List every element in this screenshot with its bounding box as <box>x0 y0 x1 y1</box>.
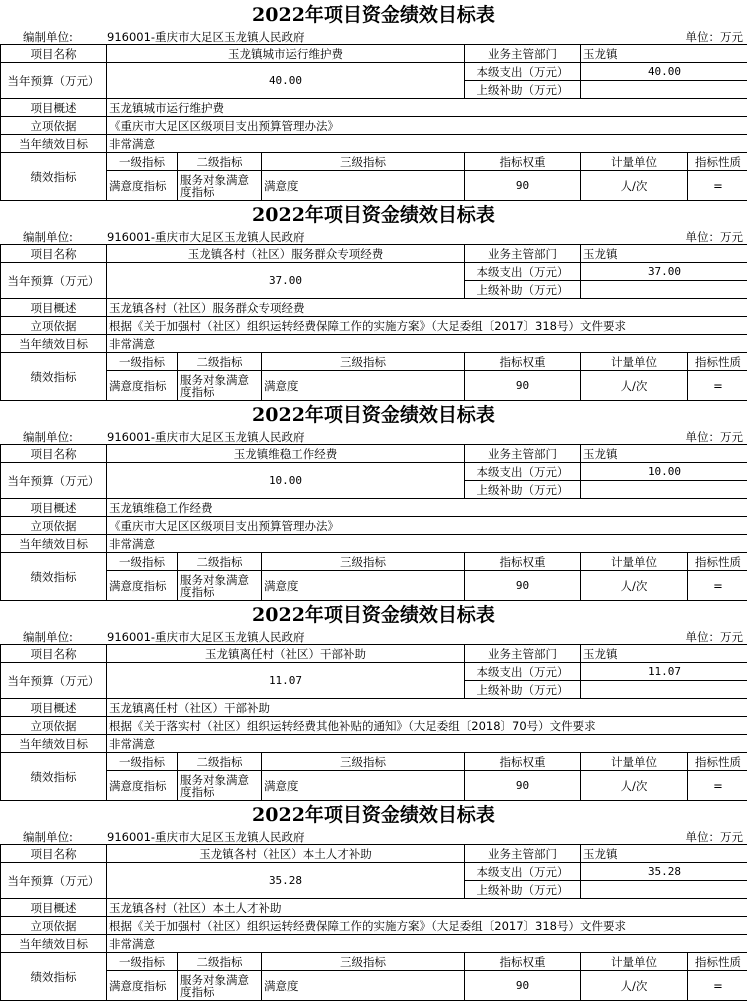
budget-value: 37.00 <box>107 263 465 299</box>
goal-header: 当年绩效目标 <box>1 535 107 553</box>
level1-header: 一级指标 <box>107 153 178 171</box>
budget-header: 当年预算（万元） <box>1 263 107 299</box>
overview-header: 项目概述 <box>1 899 107 917</box>
table-row <box>1 663 747 681</box>
performance-sheet-3 <box>0 400 747 600</box>
level3-value: 满意度 <box>262 771 465 801</box>
self-spend-header: 本级支出（万元） <box>465 63 581 81</box>
project-name-header: 项目名称 <box>1 245 107 263</box>
measure-unit-value: 人/次 <box>581 371 688 401</box>
goal-value: 非常满意 <box>107 935 747 953</box>
overview-value: 玉龙镇各村（社区）服务群众专项经费 <box>107 299 747 317</box>
level1-header: 一级指标 <box>107 953 178 971</box>
level3-header: 三级指标 <box>262 153 465 171</box>
goal-value: 非常满意 <box>107 135 747 153</box>
org-label: 编制单位: <box>23 830 73 844</box>
org-label: 编制单位: <box>23 630 73 644</box>
performance-sheet-4 <box>0 600 747 800</box>
target-table <box>0 444 747 601</box>
basis-header: 立项依据 <box>1 917 107 935</box>
dept-header: 业务主管部门 <box>465 845 581 863</box>
goal-header: 当年绩效目标 <box>1 935 107 953</box>
dept-header: 业务主管部门 <box>465 245 581 263</box>
project-name-header: 项目名称 <box>1 645 107 663</box>
level2-header: 二级指标 <box>178 553 262 571</box>
self-spend-value: 10.00 <box>581 463 747 481</box>
sheet-title: 2022年项目资金绩效目标表 <box>252 404 495 426</box>
org-label: 编制单位: <box>23 30 73 44</box>
level2-header: 二级指标 <box>178 353 262 371</box>
table-row <box>1 45 747 63</box>
nature-value: = <box>688 171 747 201</box>
budget-header: 当年预算（万元） <box>1 463 107 499</box>
budget-header: 当年预算（万元） <box>1 863 107 899</box>
goal-header: 当年绩效目标 <box>1 135 107 153</box>
measure-unit-header: 计量单位 <box>581 353 688 371</box>
table-row <box>1 335 747 353</box>
project-name-header: 项目名称 <box>1 45 107 63</box>
nature-header: 指标性质 <box>688 353 747 371</box>
project-name-value: 玉龙镇城市运行维护费 <box>107 45 465 63</box>
basis-header: 立项依据 <box>1 117 107 135</box>
goal-value: 非常满意 <box>107 335 747 353</box>
dept-value: 玉龙镇 <box>581 445 747 463</box>
unit-text: 单位：万元 <box>685 630 743 644</box>
upper-subsidy-value <box>581 281 747 299</box>
table-row <box>1 171 747 201</box>
table-row <box>1 463 747 481</box>
level1-value: 满意度指标 <box>107 971 178 1001</box>
performance-sheet-2 <box>0 200 747 400</box>
performance-sheet-5 <box>0 800 747 1000</box>
table-row <box>1 535 747 553</box>
perf-indicator-header: 绩效指标 <box>1 153 107 201</box>
org-value: 916001-重庆市大足区玉龙镇人民政府 <box>107 630 305 644</box>
org-value: 916001-重庆市大足区玉龙镇人民政府 <box>107 30 305 44</box>
budget-value: 10.00 <box>107 463 465 499</box>
target-table <box>0 644 747 801</box>
dept-value: 玉龙镇 <box>581 45 747 63</box>
overview-header: 项目概述 <box>1 299 107 317</box>
project-name-value: 玉龙镇维稳工作经费 <box>107 445 465 463</box>
table-row <box>1 899 747 917</box>
budget-header: 当年预算（万元） <box>1 663 107 699</box>
org-label: 编制单位: <box>23 230 73 244</box>
project-name-header: 项目名称 <box>1 445 107 463</box>
basis-header: 立项依据 <box>1 717 107 735</box>
goal-header: 当年绩效目标 <box>1 735 107 753</box>
level3-value: 满意度 <box>262 371 465 401</box>
level3-value: 满意度 <box>262 571 465 601</box>
level1-header: 一级指标 <box>107 553 178 571</box>
measure-unit-value: 人/次 <box>581 771 688 801</box>
level2-header: 二级指标 <box>178 953 262 971</box>
target-table <box>0 844 747 1001</box>
weight-value: 90 <box>465 971 581 1001</box>
performance-sheet-1 <box>0 0 747 200</box>
measure-unit-value: 人/次 <box>581 171 688 201</box>
table-row <box>1 845 747 863</box>
upper-subsidy-header: 上级补助（万元） <box>465 481 581 499</box>
nature-header: 指标性质 <box>688 953 747 971</box>
basis-value: 根据《关于加强村（社区）组织运转经费保障工作的实施方案》（大足委组〔2017〕318号）文件要求 <box>107 317 747 335</box>
upper-subsidy-value <box>581 681 747 699</box>
level2-value: 服务对象满意度指标 <box>178 971 262 1001</box>
basis-header: 立项依据 <box>1 517 107 535</box>
table-row <box>1 371 747 401</box>
unit-text: 单位：万元 <box>685 30 743 44</box>
table-row <box>1 117 747 135</box>
measure-unit-value: 人/次 <box>581 571 688 601</box>
perf-indicator-header: 绩效指标 <box>1 353 107 401</box>
level2-value: 服务对象满意度指标 <box>178 571 262 601</box>
table-row <box>1 553 747 571</box>
level2-value: 服务对象满意度指标 <box>178 771 262 801</box>
upper-subsidy-value <box>581 81 747 99</box>
basis-value: 根据《关于落实村（社区）组织运转经费其他补贴的通知》（大足委组〔2018〕70号）文件要求 <box>107 717 747 735</box>
table-row <box>1 299 747 317</box>
table-row <box>1 571 747 601</box>
level1-value: 满意度指标 <box>107 571 178 601</box>
table-row <box>1 263 747 281</box>
upper-subsidy-value <box>581 881 747 899</box>
weight-value: 90 <box>465 571 581 601</box>
unit-text: 单位：万元 <box>685 230 743 244</box>
level1-value: 满意度指标 <box>107 771 178 801</box>
overview-header: 项目概述 <box>1 699 107 717</box>
overview-value: 玉龙镇城市运行维护费 <box>107 99 747 117</box>
basis-value: 根据《关于加强村（社区）组织运转经费保障工作的实施方案》（大足委组〔2017〕318号）文件要求 <box>107 917 747 935</box>
upper-subsidy-value <box>581 481 747 499</box>
table-row <box>1 99 747 117</box>
unit-text: 单位：万元 <box>685 830 743 844</box>
org-value: 916001-重庆市大足区玉龙镇人民政府 <box>107 830 305 844</box>
level3-header: 三级指标 <box>262 953 465 971</box>
dept-value: 玉龙镇 <box>581 245 747 263</box>
measure-unit-header: 计量单位 <box>581 953 688 971</box>
nature-header: 指标性质 <box>688 153 747 171</box>
sheet-title: 2022年项目资金绩效目标表 <box>252 604 495 626</box>
overview-value: 玉龙镇离任村（社区）干部补助 <box>107 699 747 717</box>
basis-value: 《重庆市大足区区级项目支出预算管理办法》 <box>107 517 747 535</box>
measure-unit-header: 计量单位 <box>581 553 688 571</box>
level3-header: 三级指标 <box>262 753 465 771</box>
nature-header: 指标性质 <box>688 553 747 571</box>
weight-header: 指标权重 <box>465 953 581 971</box>
level3-value: 满意度 <box>262 971 465 1001</box>
nature-value: = <box>688 771 747 801</box>
upper-subsidy-header: 上级补助（万元） <box>465 81 581 99</box>
nature-value: = <box>688 571 747 601</box>
table-row <box>1 317 747 335</box>
nature-value: = <box>688 371 747 401</box>
table-row <box>1 499 747 517</box>
goal-header: 当年绩效目标 <box>1 335 107 353</box>
table-row <box>1 645 747 663</box>
table-row <box>1 735 747 753</box>
sheet-title: 2022年项目资金绩效目标表 <box>252 4 495 26</box>
weight-header: 指标权重 <box>465 353 581 371</box>
table-row <box>1 699 747 717</box>
self-spend-value: 35.28 <box>581 863 747 881</box>
table-row <box>1 245 747 263</box>
level1-header: 一级指标 <box>107 753 178 771</box>
perf-indicator-header: 绩效指标 <box>1 953 107 1001</box>
dept-header: 业务主管部门 <box>465 645 581 663</box>
overview-header: 项目概述 <box>1 99 107 117</box>
goal-value: 非常满意 <box>107 535 747 553</box>
level2-header: 二级指标 <box>178 753 262 771</box>
table-row <box>1 63 747 81</box>
target-table <box>0 44 747 201</box>
budget-value: 40.00 <box>107 63 465 99</box>
table-row <box>1 771 747 801</box>
level2-header: 二级指标 <box>178 153 262 171</box>
nature-value: = <box>688 971 747 1001</box>
basis-header: 立项依据 <box>1 317 107 335</box>
weight-header: 指标权重 <box>465 553 581 571</box>
org-label: 编制单位: <box>23 430 73 444</box>
weight-value: 90 <box>465 171 581 201</box>
self-spend-value: 40.00 <box>581 63 747 81</box>
level1-header: 一级指标 <box>107 353 178 371</box>
upper-subsidy-header: 上级补助（万元） <box>465 681 581 699</box>
level2-value: 服务对象满意度指标 <box>178 171 262 201</box>
dept-value: 玉龙镇 <box>581 845 747 863</box>
project-name-value: 玉龙镇各村（社区）本土人才补助 <box>107 845 465 863</box>
target-table <box>0 244 747 401</box>
level3-value: 满意度 <box>262 171 465 201</box>
weight-header: 指标权重 <box>465 753 581 771</box>
goal-value: 非常满意 <box>107 735 747 753</box>
table-row <box>1 717 747 735</box>
level2-value: 服务对象满意度指标 <box>178 371 262 401</box>
upper-subsidy-header: 上级补助（万元） <box>465 281 581 299</box>
measure-unit-value: 人/次 <box>581 971 688 1001</box>
budget-header: 当年预算（万元） <box>1 63 107 99</box>
overview-value: 玉龙镇维稳工作经费 <box>107 499 747 517</box>
self-spend-header: 本级支出（万元） <box>465 663 581 681</box>
project-name-value: 玉龙镇各村（社区）服务群众专项经费 <box>107 245 465 263</box>
dept-value: 玉龙镇 <box>581 645 747 663</box>
table-row <box>1 863 747 881</box>
table-row <box>1 153 747 171</box>
unit-text: 单位：万元 <box>685 430 743 444</box>
dept-header: 业务主管部门 <box>465 445 581 463</box>
table-row <box>1 753 747 771</box>
overview-value: 玉龙镇各村（社区）本土人才补助 <box>107 899 747 917</box>
table-row <box>1 935 747 953</box>
basis-value: 《重庆市大足区区级项目支出预算管理办法》 <box>107 117 747 135</box>
org-value: 916001-重庆市大足区玉龙镇人民政府 <box>107 430 305 444</box>
self-spend-header: 本级支出（万元） <box>465 463 581 481</box>
self-spend-header: 本级支出（万元） <box>465 863 581 881</box>
perf-indicator-header: 绩效指标 <box>1 553 107 601</box>
table-row <box>1 445 747 463</box>
sheet-title: 2022年项目资金绩效目标表 <box>252 804 495 826</box>
table-row <box>1 971 747 1001</box>
self-spend-header: 本级支出（万元） <box>465 263 581 281</box>
table-row <box>1 917 747 935</box>
level1-value: 满意度指标 <box>107 371 178 401</box>
level1-value: 满意度指标 <box>107 171 178 201</box>
self-spend-value: 37.00 <box>581 263 747 281</box>
measure-unit-header: 计量单位 <box>581 153 688 171</box>
level3-header: 三级指标 <box>262 553 465 571</box>
table-row <box>1 953 747 971</box>
table-row <box>1 135 747 153</box>
project-name-header: 项目名称 <box>1 845 107 863</box>
perf-indicator-header: 绩效指标 <box>1 753 107 801</box>
level3-header: 三级指标 <box>262 353 465 371</box>
table-row <box>1 353 747 371</box>
budget-value: 11.07 <box>107 663 465 699</box>
self-spend-value: 11.07 <box>581 663 747 681</box>
project-name-value: 玉龙镇离任村（社区）干部补助 <box>107 645 465 663</box>
weight-header: 指标权重 <box>465 153 581 171</box>
budget-value: 35.28 <box>107 863 465 899</box>
table-row <box>1 517 747 535</box>
weight-value: 90 <box>465 771 581 801</box>
overview-header: 项目概述 <box>1 499 107 517</box>
nature-header: 指标性质 <box>688 753 747 771</box>
weight-value: 90 <box>465 371 581 401</box>
dept-header: 业务主管部门 <box>465 45 581 63</box>
measure-unit-header: 计量单位 <box>581 753 688 771</box>
org-value: 916001-重庆市大足区玉龙镇人民政府 <box>107 230 305 244</box>
upper-subsidy-header: 上级补助（万元） <box>465 881 581 899</box>
sheet-title: 2022年项目资金绩效目标表 <box>252 204 495 226</box>
